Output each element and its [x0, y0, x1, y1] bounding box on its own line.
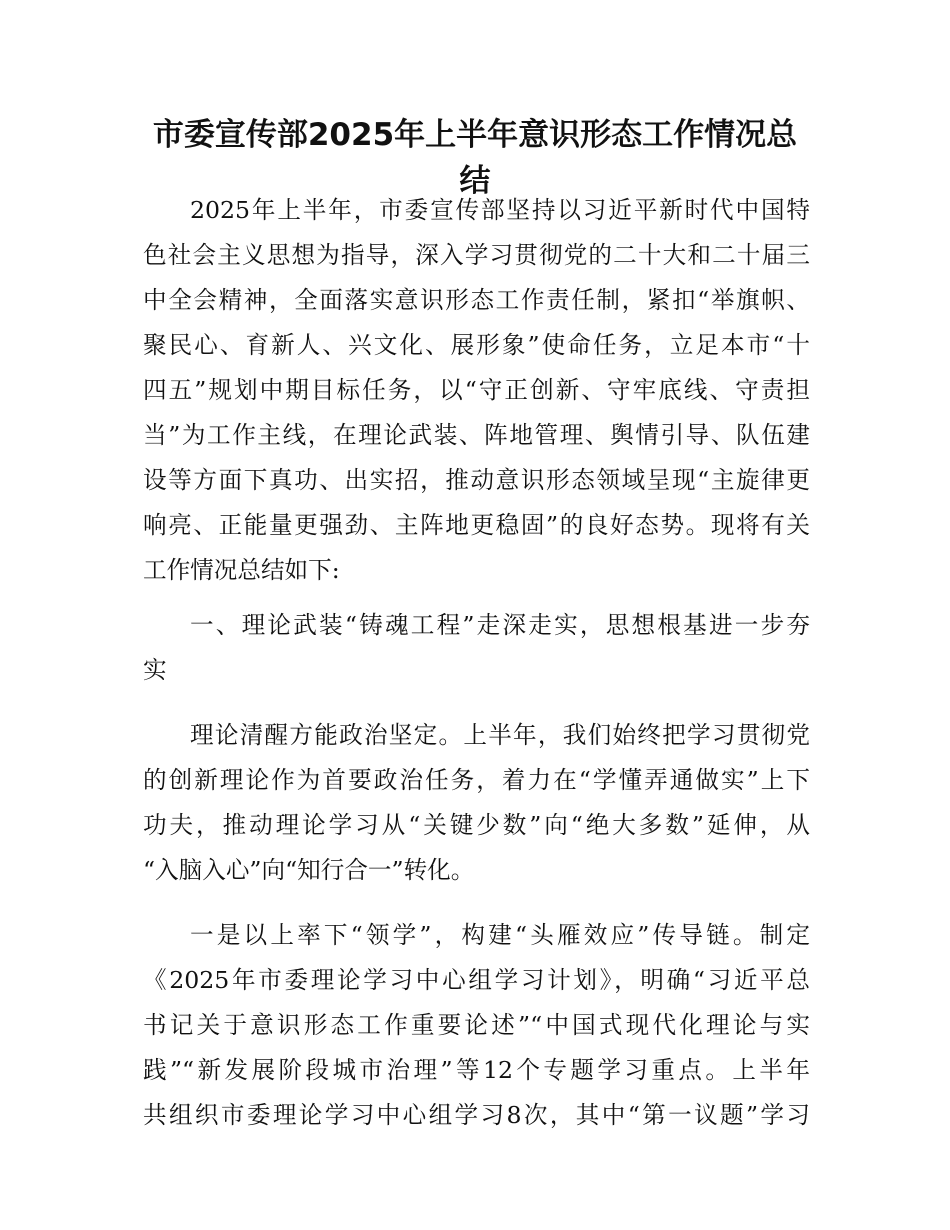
text-line: 色社会主义思想为指导，深入学习贯彻党的二十大和二十届三	[143, 241, 810, 269]
text-line: 工作情况总结如下:	[143, 556, 340, 584]
text-line: 书记关于意识形态工作重要论述”“中国式现代化理论与实	[143, 1011, 810, 1039]
title-line: 结	[459, 163, 491, 199]
text-line: 一是以上率下“领学”，构建“头雁效应”传导链。制定	[190, 921, 810, 949]
section-paragraph	[143, 913, 810, 1138]
text-line: 的创新理论作为首要政治任务，着力在“学懂弄通做实”上下	[143, 766, 810, 794]
text-line: 共组织市委理论学习中心组学习8次，其中“第一议题”学习	[143, 1101, 810, 1129]
text-line: 践”“新发展阶段城市治理”等12个专题学习重点。上半年	[143, 1056, 810, 1084]
text-line: 2025年上半年，市委宣传部坚持以习近平新时代中国特	[190, 196, 810, 224]
text-line: 理论清醒方能政治坚定。上半年，我们始终把学习贯彻党	[190, 721, 810, 749]
text-line: 中全会精神，全面落实意识形态工作责任制，紧扣“举旗帜、	[143, 286, 810, 314]
text-line: 功夫，推动理论学习从“关键少数”向“绝大多数”延伸，从	[143, 811, 810, 839]
text-line: 四五”规划中期目标任务，以“守正创新、守牢底线、守责担	[143, 376, 810, 404]
text-line: 实	[143, 656, 167, 684]
section-paragraph	[143, 713, 810, 893]
text-line: “入脑入心”向“知行合一”转化。	[143, 856, 475, 884]
text-line: 设等方面下真功、出实招，推动意识形态领域呈现“主旋律更	[143, 466, 810, 494]
text-line: 响亮、正能量更强劲、主阵地更稳固”的良好态势。现将有关	[143, 511, 810, 539]
text-line: 一、理论武装“铸魂工程”走深走实，思想根基进一步夯	[190, 611, 810, 639]
document-body	[143, 188, 810, 1138]
text-line: 《2025年市委理论学习中心组学习计划》，明确“习近平总	[143, 966, 810, 994]
section-heading	[143, 603, 810, 693]
title-line: 市委宣传部2025年上半年意识形态工作情况总	[152, 117, 798, 153]
text-line: 当”为工作主线，在理论武装、阵地管理、舆情引导、队伍建	[143, 421, 810, 449]
text-line: 聚民心、育新人、兴文化、展形象”使命任务，立足本市“十	[143, 331, 810, 359]
intro-paragraph	[143, 188, 810, 593]
